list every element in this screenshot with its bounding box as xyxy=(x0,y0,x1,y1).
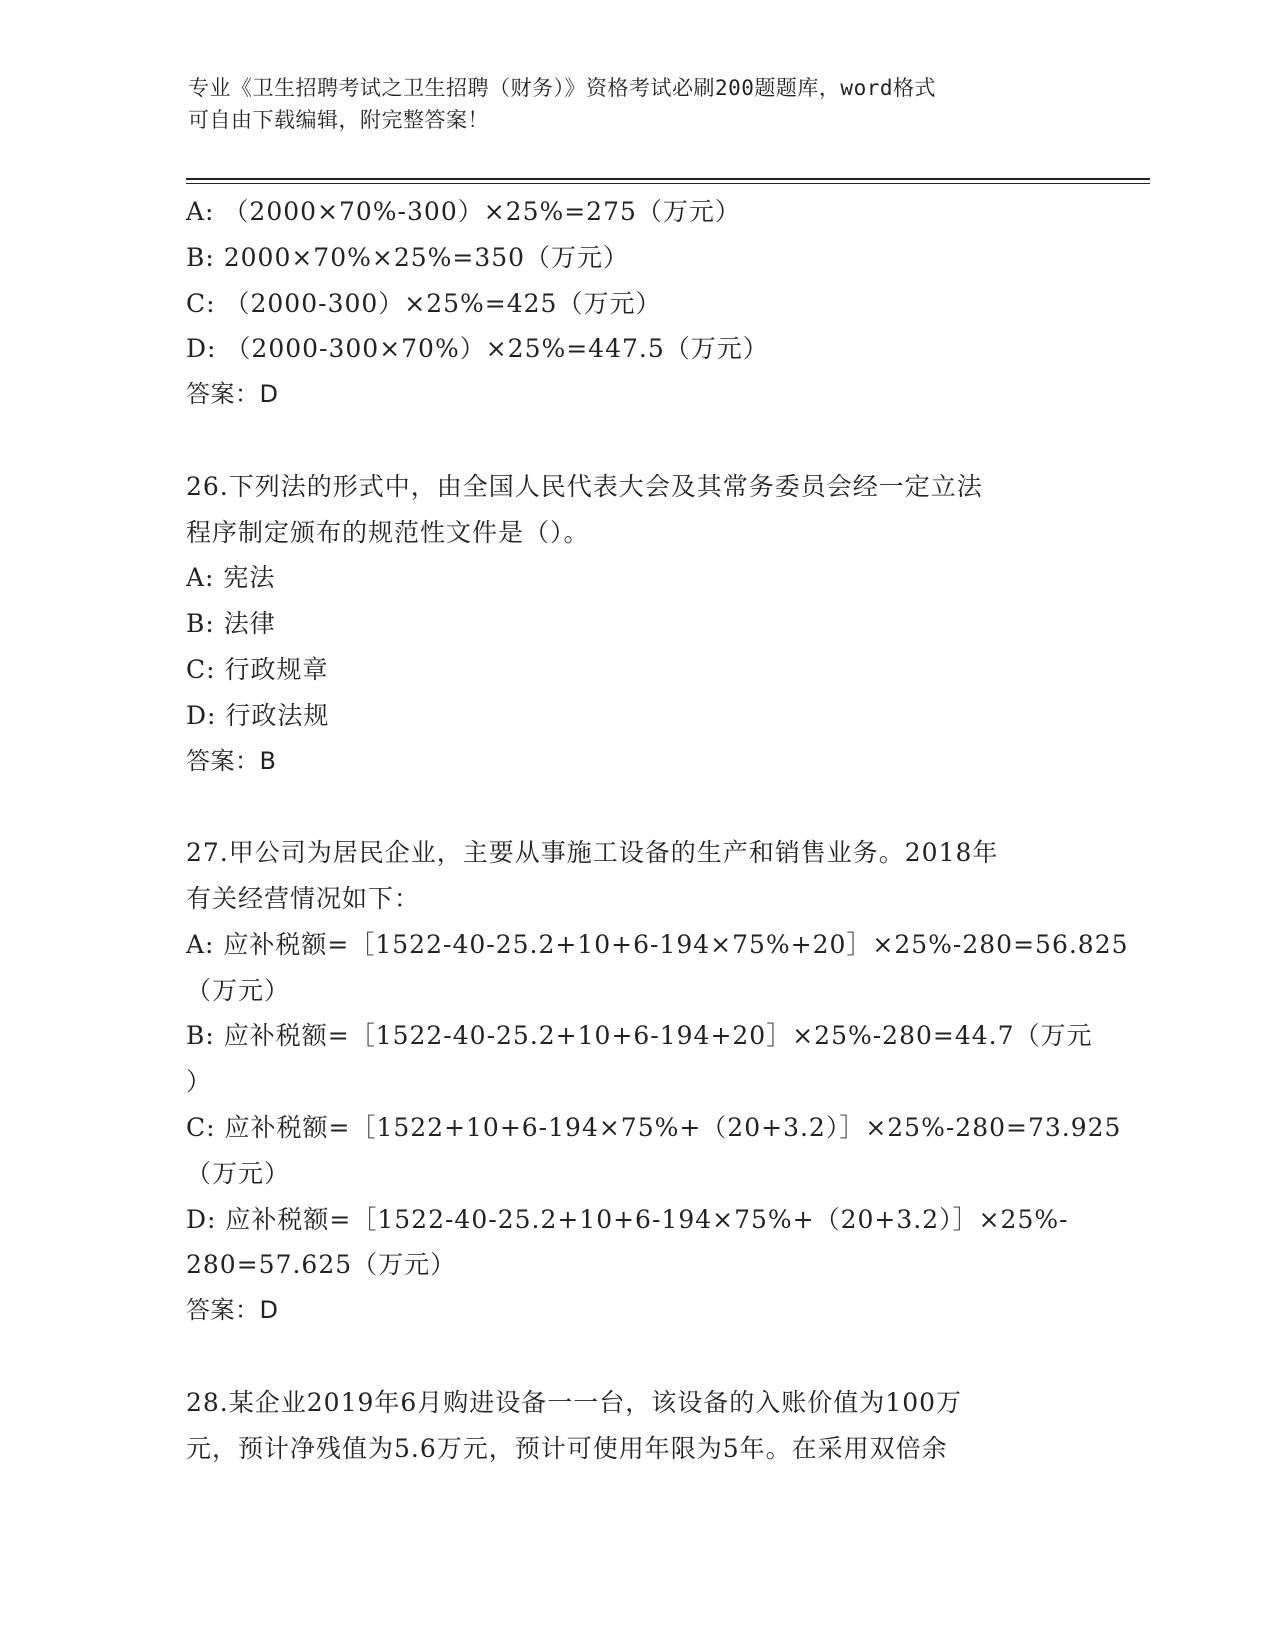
spacer xyxy=(186,784,1086,830)
q27-option-b-line-2: ） xyxy=(186,1067,213,1097)
q27-option-d-line-2: 280=57.625（万元） xyxy=(186,1250,457,1280)
question-26-block xyxy=(186,464,1086,785)
header-divider-thick xyxy=(186,178,1150,180)
q26-stem-line-1: 26.下列法的形式中，由全国人民代表大会及其常务委员会经一定立法 xyxy=(186,471,983,501)
document-body xyxy=(186,189,1129,1471)
q25-option-b: B: 2000×70%×25%=350（万元） xyxy=(186,242,630,272)
q27-option-c-line-2: （万元） xyxy=(186,1158,291,1188)
q27-answer: 答案：D xyxy=(186,1296,279,1325)
q27-option-a-line-1: A: 应补税额=［1522-40-25.2+10+6-194×75%+20］×25%-280=56.825 xyxy=(186,929,1129,959)
q27-stem-line-2: 有关经营情况如下： xyxy=(186,883,421,913)
q26-option-a: A: 宪法 xyxy=(186,563,276,593)
question-27-block xyxy=(186,830,1129,1334)
header-line-1: 专业《卫生招聘考试之卫生招聘（财务）》资格考试必刷200题题库，word格式 xyxy=(188,76,936,100)
spacer xyxy=(186,1334,1086,1380)
q26-option-c: C: 行政规章 xyxy=(186,654,329,684)
q26-option-d: D: 行政法规 xyxy=(186,700,330,730)
document-header xyxy=(188,72,1068,136)
q25-option-c: C: （2000-300）×25%=425（万元） xyxy=(186,288,662,318)
q26-answer: 答案：B xyxy=(186,746,277,775)
question-25-block xyxy=(186,189,1086,418)
q26-stem-line-2: 程序制定颁布的规范性文件是（）。 xyxy=(186,517,590,547)
q27-stem-line-1: 27.甲公司为居民企业，主要从事施工设备的生产和销售业务。2018年 xyxy=(186,838,999,868)
q27-option-a-line-2: （万元） xyxy=(186,975,291,1005)
q28-stem-line-1: 28.某企业2019年6月购进设备一一台，该设备的入账价值为100万 xyxy=(186,1387,963,1417)
q27-option-d-line-1: D: 应补税额=［1522-40-25.2+10+6-194×75%+（20+3.2）］×25%- xyxy=(186,1204,1069,1234)
spacer xyxy=(186,418,1086,464)
q27-option-b-line-1: B: 应补税额=［1522-40-25.2+10+6-194+20］×25%-280=44.7（万元 xyxy=(186,1021,1093,1051)
header-divider-thin xyxy=(186,183,1150,184)
header-line-2: 可自由下载编辑，附完整答案！ xyxy=(188,108,489,132)
q25-option-a: A: （2000×70%-300）×25%=275（万元） xyxy=(186,197,741,226)
q26-option-b: B: 法律 xyxy=(186,609,276,639)
q25-option-d: D: （2000-300×70%）×25%=447.5（万元） xyxy=(186,334,769,364)
question-28-block xyxy=(186,1380,1086,1472)
q27-option-c-line-1: C: 应补税额=［1522+10+6-194×75%+（20+3.2）］×25%-280=73.925 xyxy=(186,1112,1122,1142)
q25-answer: 答案：D xyxy=(186,380,279,409)
q28-stem-line-2: 元，预计净残值为5.6万元，预计可使用年限为5年。在采用双倍余 xyxy=(186,1433,948,1463)
